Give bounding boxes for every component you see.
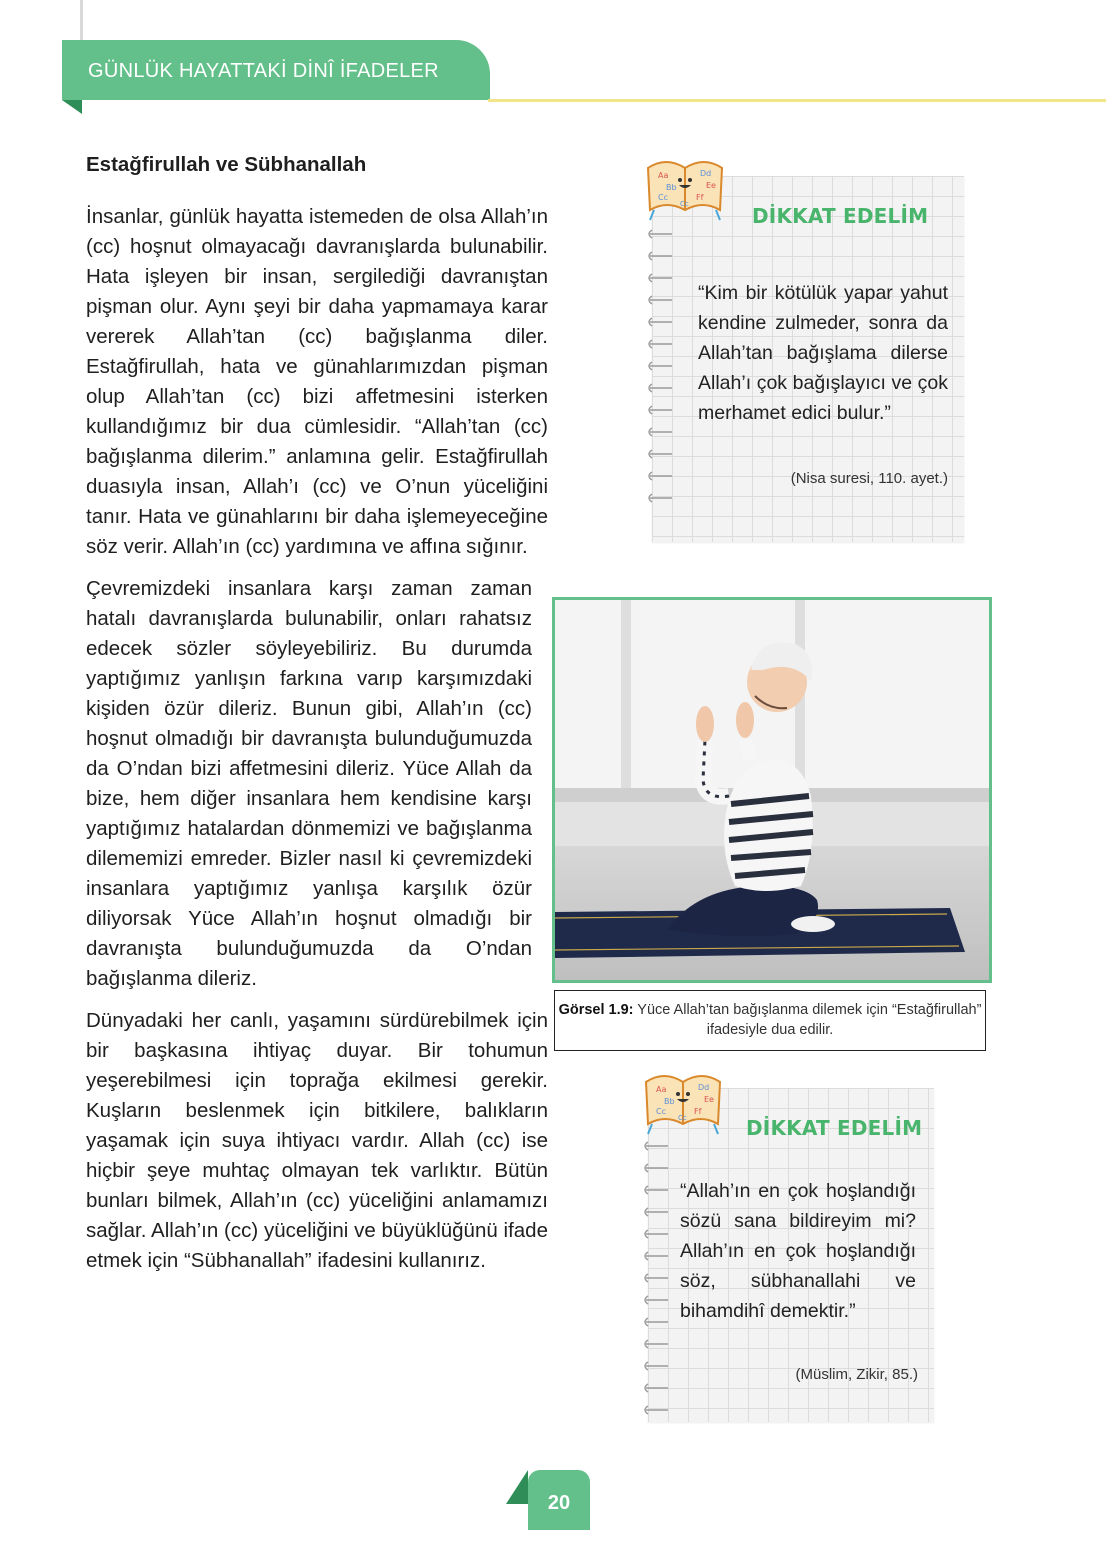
book-letter: Cc — [656, 1107, 666, 1116]
book-letter: Dd — [698, 1083, 710, 1092]
open-book-icon — [640, 154, 730, 224]
book-letter: Cc — [680, 200, 689, 208]
book-letter: Ee — [704, 1095, 714, 1104]
chapter-title: GÜNLÜK HAYATTAKİ DİNÎ İFADELER — [88, 60, 439, 82]
page-number: 20 — [528, 1470, 590, 1530]
header-underline — [488, 99, 1106, 102]
book-letter: Ee — [706, 181, 716, 190]
book-letter: Cc — [658, 193, 668, 202]
praying-child-photo — [552, 597, 992, 983]
attention-note-2 — [648, 1083, 934, 1422]
figure-caption — [554, 990, 986, 1051]
main-text-column — [86, 150, 548, 1288]
photo-illustration — [555, 600, 989, 980]
paragraph-ozur: Çevremizdeki insanlara karşı zaman zaman hatalı davranışlarda bulunabilir, onları rahatsız edecek sözler söyleyebiliriz. Bu durumda yaptığımız yanlışın farkına varıp karşımızdaki kişiden özür dileriz. Bunun gibi, Allah’ın (cc) hoşnut olmadığı bir davranışta bulunduğumuzda da O’ndan bizi affetmesini dileriz. Yüce Allah da bize, hem diğer insanlara hem kendisine karşı yaptığımız hatalardan dönmemizi ve bağışlanma dilememizi emreder. Bizler nasıl ki çevremizdeki insanlara yaptığımız yanlışa karşılık özür diliyorsak Yüce Allah’ın hoşnut olmadığı bir davranışta bulunduğumuzda da O’ndan bağışlanma dileriz. — [86, 577, 532, 990]
book-letter: Aa — [658, 171, 669, 180]
attention-note-1 — [652, 169, 964, 542]
paragraph-subhanallah: Dünyadaki her canlı, yaşamını sürdürebilmek için bir başkasına ihtiyaç duyar. Bir tohumun yeşerebilmesi için toprağa ekilmesi gerekir. Kuşların beslenmek için bitkilere, balıkların yaşamak için suya ihtiyacı vardır. Allah (cc) ise hiçbir şeye muhtaç olmayan tek varlıktır. Bütün bunları bilmek, Allah’ın (cc) yüceliğini anlamamızı sağlar. Allah’ın (cc) yüceliğini ve büyüklüğünü ifade etmek için “Sübhanallah” ifadesini kullanırız. — [86, 1009, 548, 1272]
note-source: (Müslim, Zikir, 85.) — [795, 1366, 918, 1383]
note-source: (Nisa suresi, 110. ayet.) — [790, 470, 948, 487]
note-quote: “Allah’ın en çok hoşlandığı sözü sana bildireyim mi? Allah’ın en çok hoşlandığı söz, sübhanallahi ve bihamdihî demektir.” — [680, 1180, 916, 1322]
caption-text: Yüce Allah’tan bağışlanma dilemek için “Estağfirullah” ifadesiyle dua edilir. — [633, 1002, 982, 1038]
spiral-binding — [642, 1138, 676, 1438]
note-heading: DİKKAT EDELİM — [746, 1116, 923, 1140]
book-letter: Dd — [700, 169, 712, 178]
book-letter: Ff — [696, 193, 704, 202]
note-quote: “Kim bir kötülük yapar yahut kendine zulmeder, sonra da Allah’tan bağışlama dilerse Allah’ı çok bağışlayıcı ve çok merhamet edici bulur.” — [698, 282, 948, 424]
section-title: Estağfirullah ve Sübhanallah — [86, 153, 367, 176]
note-heading: DİKKAT EDELİM — [752, 204, 929, 228]
header-fold — [62, 100, 82, 114]
spiral-binding — [646, 226, 680, 526]
paragraph-estagfirullah: İnsanlar, günlük hayatta istemeden de olsa Allah’ın (cc) hoşnut olmayacağı davranışlarda bulunabilir. Hata işleyen bir insan, sergilediği davranıştan pişman olur. Aynı şeyi bir daha yapmamaya karar vererek Allah’tan (cc) bağışlanma diler. Estağfirullah, hata ve günahlarımızdan pişman olup Allah’tan (cc) bizi affetmesini isterken kullandığımız bir dua cümlesidir. “Allah’tan (cc) bağışlanma dilerim.” anlamına gelir. Estağfirullah duasıyla insan, Allah’ı (cc) ve O’nun yüceliğini tanır. Hata ve günahlarını bir daha işlemeyeceğine söz verir. Allah’ın (cc) yardımına ve affına sığınır. — [86, 205, 548, 558]
book-letter: Aa — [656, 1085, 667, 1094]
open-book-icon — [638, 1068, 728, 1138]
page-number-fold — [506, 1470, 528, 1504]
left-margin-rule — [80, 0, 83, 42]
chapter-header-tab — [62, 40, 490, 100]
book-letter: Ff — [694, 1107, 702, 1116]
caption-label: Görsel 1.9: — [558, 1002, 634, 1018]
book-letter: Bb — [664, 1097, 675, 1106]
book-letter: Bb — [666, 183, 677, 192]
book-letter: Cc — [678, 1114, 687, 1122]
